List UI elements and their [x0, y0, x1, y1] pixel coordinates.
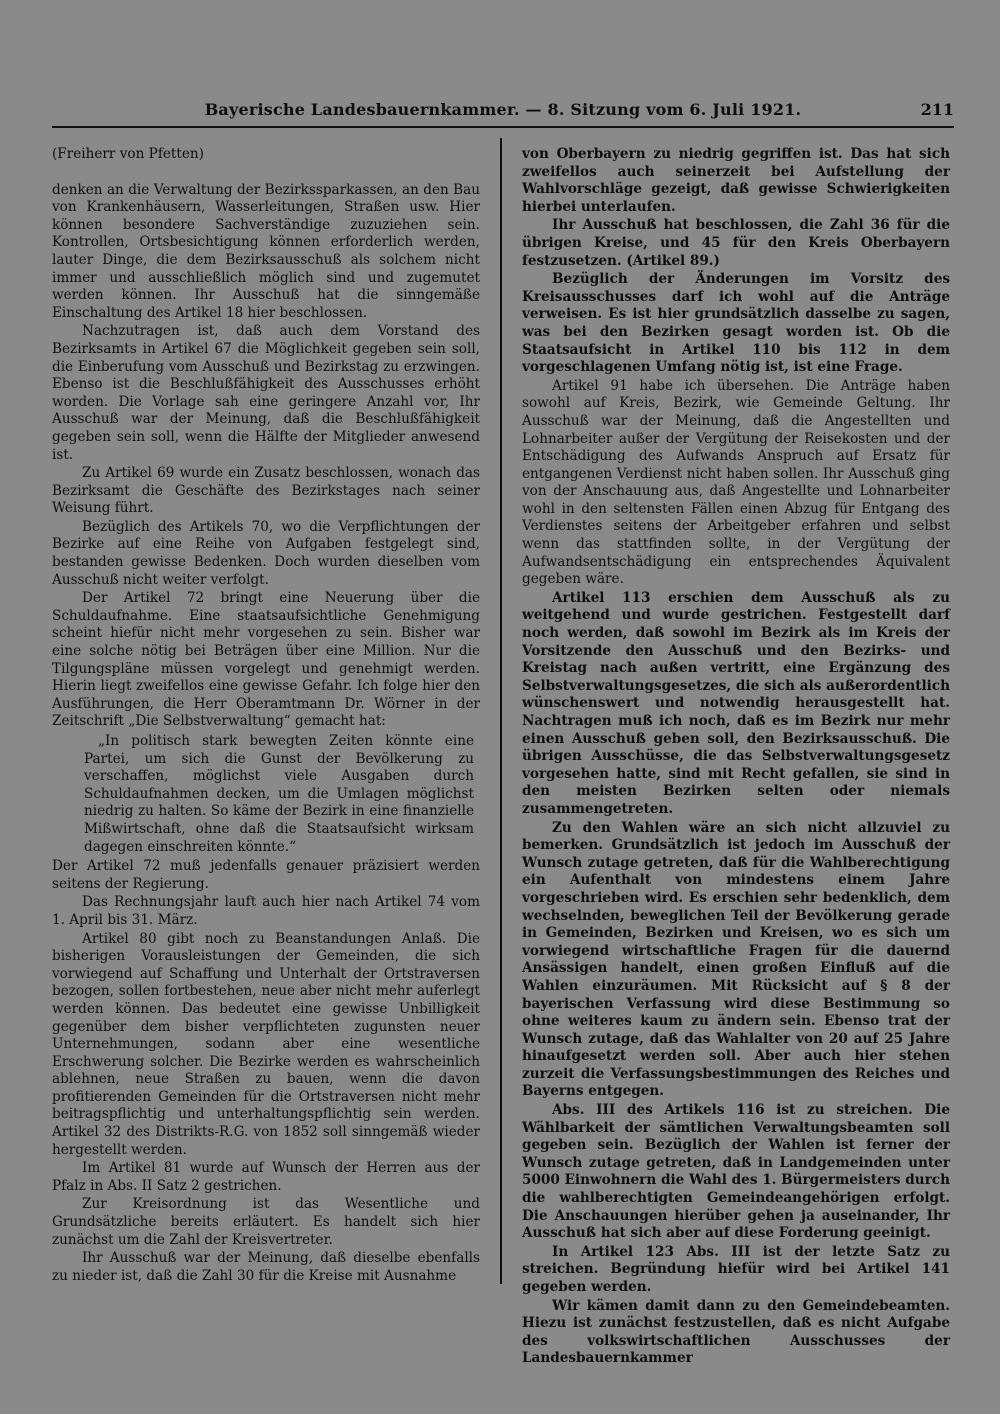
paragraph: Zur Kreisordnung ist das Wesentliche und Grundsätzliche bereits erläutert. Es handelt sich hier zunächst um die Zahl der Kreisvertreter. — [52, 1196, 480, 1248]
paragraph: Zu den Wahlen wäre an sich nicht allzuviel zu bemerken. Grundsätzlich ist jedoch im Ausschuß der Wunsch zutage getreten, daß für die Wahlberechtigung ein Aufenthalt von mindestens einem Jahre vorgeschrieben wird. Es erschien sehr bedenklich, dem wechselnden, beweglichen Teil der Bevölkerung gerade in Gemeinden, Bezirken und Kreisen, wo es sich um vorwiegend wirtschaftliche Fragen für die dauernd Ansässigen handelt, einen großen Einfluß auf die Wahlen einzuräumen. Mit Rücksicht auf § 8 der bayerischen Verfassung wird diese Bestimmung so ohne weiteres kaum zu ändern sein. Ebenso trat der Wunsch zutage, daß das Wahlalter von 20 auf 25 Jahre hinaufgesetzt werden soll. Aber auch hier stehen zurzeit die Verfassungsbestimmungen des Reiches und Bayerns entgegen. — [522, 819, 950, 1100]
running-header — [52, 100, 954, 126]
paragraph: Bezüglich des Artikels 70, wo die Verpflichtungen der Bezirke auf eine Reihe von Aufgaben festgelegt sind, bestanden gewisse Bedenken. Doch wurden dieselben vom Ausschuß nicht weiter verfolgt. — [52, 518, 480, 588]
block-quote: „In politisch stark bewegten Zeiten könnte eine Partei, um sich die Gunst der Bevölkerung zu verschaffen, möglichst viele Ausgaben durch Schuldaufnahmen decken, um die Umlagen möglichst niedrig zu halten. So käme der Bezirk in eine finanzielle Mißwirtschaft, ohne daß die Staatsaufsicht wirksam dagegen einschreiten könnte.“ — [84, 733, 474, 855]
paragraph: Artikel 113 erschien dem Ausschuß als zu weitgehend und wurde gestrichen. Festgestellt darf noch werden, daß sowohl im Bezirk als im Kreis der Vorsitzende den Ausschuß und den Bezirks- und Kreistag nach außen vertritt, eine Ergänzung des Selbstverwaltungsgesetzes, die sich als außerordentlich wünschenswert und notwendig herausgestellt hat. Nachtragen muß ich noch, daß es im Bezirk nur mehr einen Ausschuß geben soll, den Bezirksausschuß. Die übrigen Ausschüsse, die das Selbstverwaltungsgesetz vorgesehen hatte, sind mit Recht gefallen, sie sind in den meisten Bezirken selten oder niemals zusammengetreten. — [522, 589, 950, 817]
header-title: Bayerische Landesbauernkammer. — 8. Sitzung vom 6. Juli 1921. — [204, 100, 802, 119]
page-number: 211 — [920, 100, 954, 119]
right-column — [522, 146, 950, 1369]
paragraph: Der Artikel 72 muß jedenfalls genauer präzisiert werden seitens der Regierung. — [52, 858, 480, 892]
paragraph: Der Artikel 72 bringt eine Neuerung über die Schuldaufnahme. Eine staatsaufsichtliche Genehmigung scheint hiefür nicht mehr vorgesehen zu sein. Bisher war eine solche nötig bei Beträgen über eine Million. Nur die Tilgungspläne müssen vorgelegt und genehmigt werden. Hierin liegt zweifellos eine gewisse Gefahr. Ich folge hier den Ausführungen, die Herr Oberamtmann Dr. Wörner in der Zeitschrift „Die Selbstverwaltung“ gemacht hat: — [52, 590, 480, 730]
paragraph: von Oberbayern zu niedrig gegriffen ist. Das hat sich zweifellos auch seinerzeit bei Aufstellung der Wahlvorschläge gezeigt, daß gewisse Schwierigkeiten hierbei unterlaufen. — [522, 146, 950, 215]
paragraph: Im Artikel 81 wurde auf Wunsch der Herren aus der Pfalz in Abs. II Satz 2 gestrichen. — [52, 1160, 480, 1194]
left-column — [52, 146, 480, 1286]
paragraph: Artikel 80 gibt noch zu Beanstandungen Anlaß. Die bisherigen Vorausleistungen der Gemeinden, die sich vorwiegend auf Schaffung und Unterhalt der Ortstraversen bezogen, sollen fortbestehen, neue aber nicht mehr auferlegt werden können. Das bedeutet eine gewisse Unbilligkeit gegenüber dem bisher verpflichteten zugunsten neuer Unternehmungen, sodann aber eine wesentliche Erschwerung solcher. Die Bezirke werden es wahrscheinlich ablehnen, neue Straßen zu bauen, wenn die davon profitierenden Gemeinden für die Ortstraversen nicht mehr beitragspflichtig und unterhaltungspflichtig sein werden. Artikel 32 des Distrikts-R.G. von 1852 soll sinngemäß wieder hergestellt werden. — [52, 930, 480, 1158]
paragraph: Zu Artikel 69 wurde ein Zusatz beschlossen, wonach das Bezirksamt die Geschäfte des Bezirkstages nach seiner Weisung führt. — [52, 465, 480, 517]
header-rule — [52, 126, 954, 128]
paragraph: Wir kämen damit dann zu den Gemeindebeamten. Hiezu ist zunächst festzustellen, daß es nicht Aufgabe des volkswirtschaftlichen Ausschusses der Landesbauernkammer — [522, 1297, 950, 1367]
paragraph: In Artikel 123 Abs. III ist der letzte Satz zu streichen. Begründung hiefür wird bei Artikel 141 gegeben werden. — [522, 1243, 950, 1295]
paragraph: Ihr Ausschuß war der Meinung, daß dieselbe ebenfalls zu nieder ist, daß die Zahl 30 für die Kreise mit Ausnahme — [52, 1250, 480, 1284]
column-divider — [500, 138, 502, 1284]
speaker-note: (Freiherr von Pfetten) — [52, 146, 204, 162]
paragraph: Das Rechnungsjahr lauft auch hier nach Artikel 74 vom 1. April bis 31. März. — [52, 894, 480, 928]
paragraph: Ihr Ausschuß hat beschlossen, die Zahl 36 für die übrigen Kreise, und 45 für den Kreis Oberbayern festzusetzen. (Artikel 89.) — [522, 217, 950, 269]
paragraph: Nachzutragen ist, daß auch dem Vorstand des Bezirksamts in Artikel 67 die Möglichkeit gegeben sein soll, die Einberufung vom Ausschuß und Bezirkstag zu erzwingen. Ebenso ist die Beschlußfähigkeit des Ausschusses erhöht worden. Die Vorlage sah eine geringere Anzahl vor, Ihr Ausschuß war der Meinung, daß die Beschlußfähigkeit gegeben sein soll, wenn die Hälfte der Mitglieder anwesend ist. — [52, 323, 480, 463]
paragraph: denken an die Verwaltung der Bezirkssparkassen, an den Bau von Krankenhäusern, Wasserleitungen, Straßen usw. Hier können besondere Sachverständige zuzuziehen sein. Kontrollen, Ortsbesichtigung können erforderlich werden, lauter Dinge, die dem Bezirksausschuß als solchem nicht immer und ausschließlich möglich sind und zugemutet werden können. Ihr Ausschuß hat die sinngemäße Einschaltung des Artikel 18 hier beschlossen. — [52, 181, 480, 321]
paragraph: Bezüglich der Änderungen im Vorsitz des Kreisausschusses darf ich wohl auf die Anträge verweisen. Es ist hier grundsätzlich dasselbe zu sagen, was bei den Bezirken gesagt worden ist. Ob die Staatsaufsicht in Artikel 110 bis 112 in dem vorgeschlagenen Umfang nötig ist, ist eine Frage. — [522, 271, 950, 376]
paragraph: Artikel 91 habe ich übersehen. Die Anträge haben sowohl auf Kreis, Bezirk, wie Gemeinde Geltung. Ihr Ausschuß war der Meinung, daß die Angestellten und Lohnarbeiter außer der Vergütung der Reisekosten und der Entschädigung des Aufwands Anspruch auf Ersatz für entgangenen Verdienst nicht haben sollen. Ihr Ausschuß ging von der Anschauung aus, daß Angestellte und Lohnarbeiter wohl in den seltensten Fällen einen Abzug für Entgang des Verdienstes seitens der Arbeitgeber erfahren und selbst wenn das stattfinden sollte, in der Vergütung der Aufwandsentschädigung ein entsprechendes Äquivalent gegeben wäre. — [522, 377, 950, 588]
paragraph: Abs. III des Artikels 116 ist zu streichen. Die Wählbarkeit der sämtlichen Verwaltungsbeamten soll gegeben sein. Bezüglich der Wahlen ist ferner der Wunsch zutage getreten, daß in Landgemeinden unter 5000 Einwohnern die Wahl des 1. Bürgermeisters durch die wahlberechtigten Gemeindeangehörigen erfolgt. Die Anschauungen hierüber gehen ja auseinander, Ihr Ausschuß hat sich aber auf diese Forderung geeinigt. — [522, 1102, 951, 1242]
